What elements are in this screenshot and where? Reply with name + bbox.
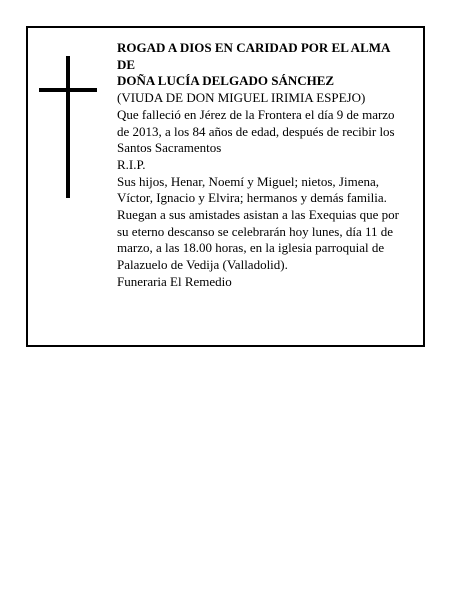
heading-line-2: DE: [117, 56, 136, 72]
service-paragraph: [117, 207, 417, 274]
family-paragraph: [117, 174, 417, 207]
service-line: Ruegan a sus amistades asistan a las Exequias que por: [117, 207, 399, 223]
death-paragraph: [117, 107, 417, 157]
cross-vertical-bar: [66, 56, 70, 198]
service-line: marzo, a las 18.00 horas, en la iglesia parroquial de: [117, 240, 385, 256]
service-line: Palazuelo de Vedija (Valladolid).: [117, 257, 288, 273]
rip-line: R.I.P.: [117, 156, 146, 172]
family-line: Víctor, Ignacio y Elvira; hermanos y demás familia.: [117, 190, 387, 206]
notice-text: [117, 40, 417, 291]
obituary-notice: [26, 26, 425, 347]
funeral-home: Funeraria El Remedio: [117, 273, 232, 289]
deceased-name: DOÑA LUCÍA DELGADO SÁNCHEZ: [117, 73, 335, 89]
latin-cross-icon: [39, 56, 97, 198]
death-line: Santos Sacramentos: [117, 140, 222, 156]
widow-line: (VIUDA DE DON MIGUEL IRIMIA ESPEJO): [117, 90, 366, 106]
cross-horizontal-bar: [39, 88, 97, 92]
death-line: Que falleció en Jérez de la Frontera el día 9 de marzo: [117, 106, 395, 122]
service-line: su eterno descanso se celebrarán hoy lunes, día 11 de: [117, 223, 394, 239]
family-line: Sus hijos, Henar, Noemí y Miguel; nietos, Jimena,: [117, 173, 379, 189]
death-line: de 2013, a los 84 años de edad, después de recibir los: [117, 123, 395, 139]
heading-line-1: ROGAD A DIOS EN CARIDAD POR EL ALMA: [117, 40, 391, 55]
